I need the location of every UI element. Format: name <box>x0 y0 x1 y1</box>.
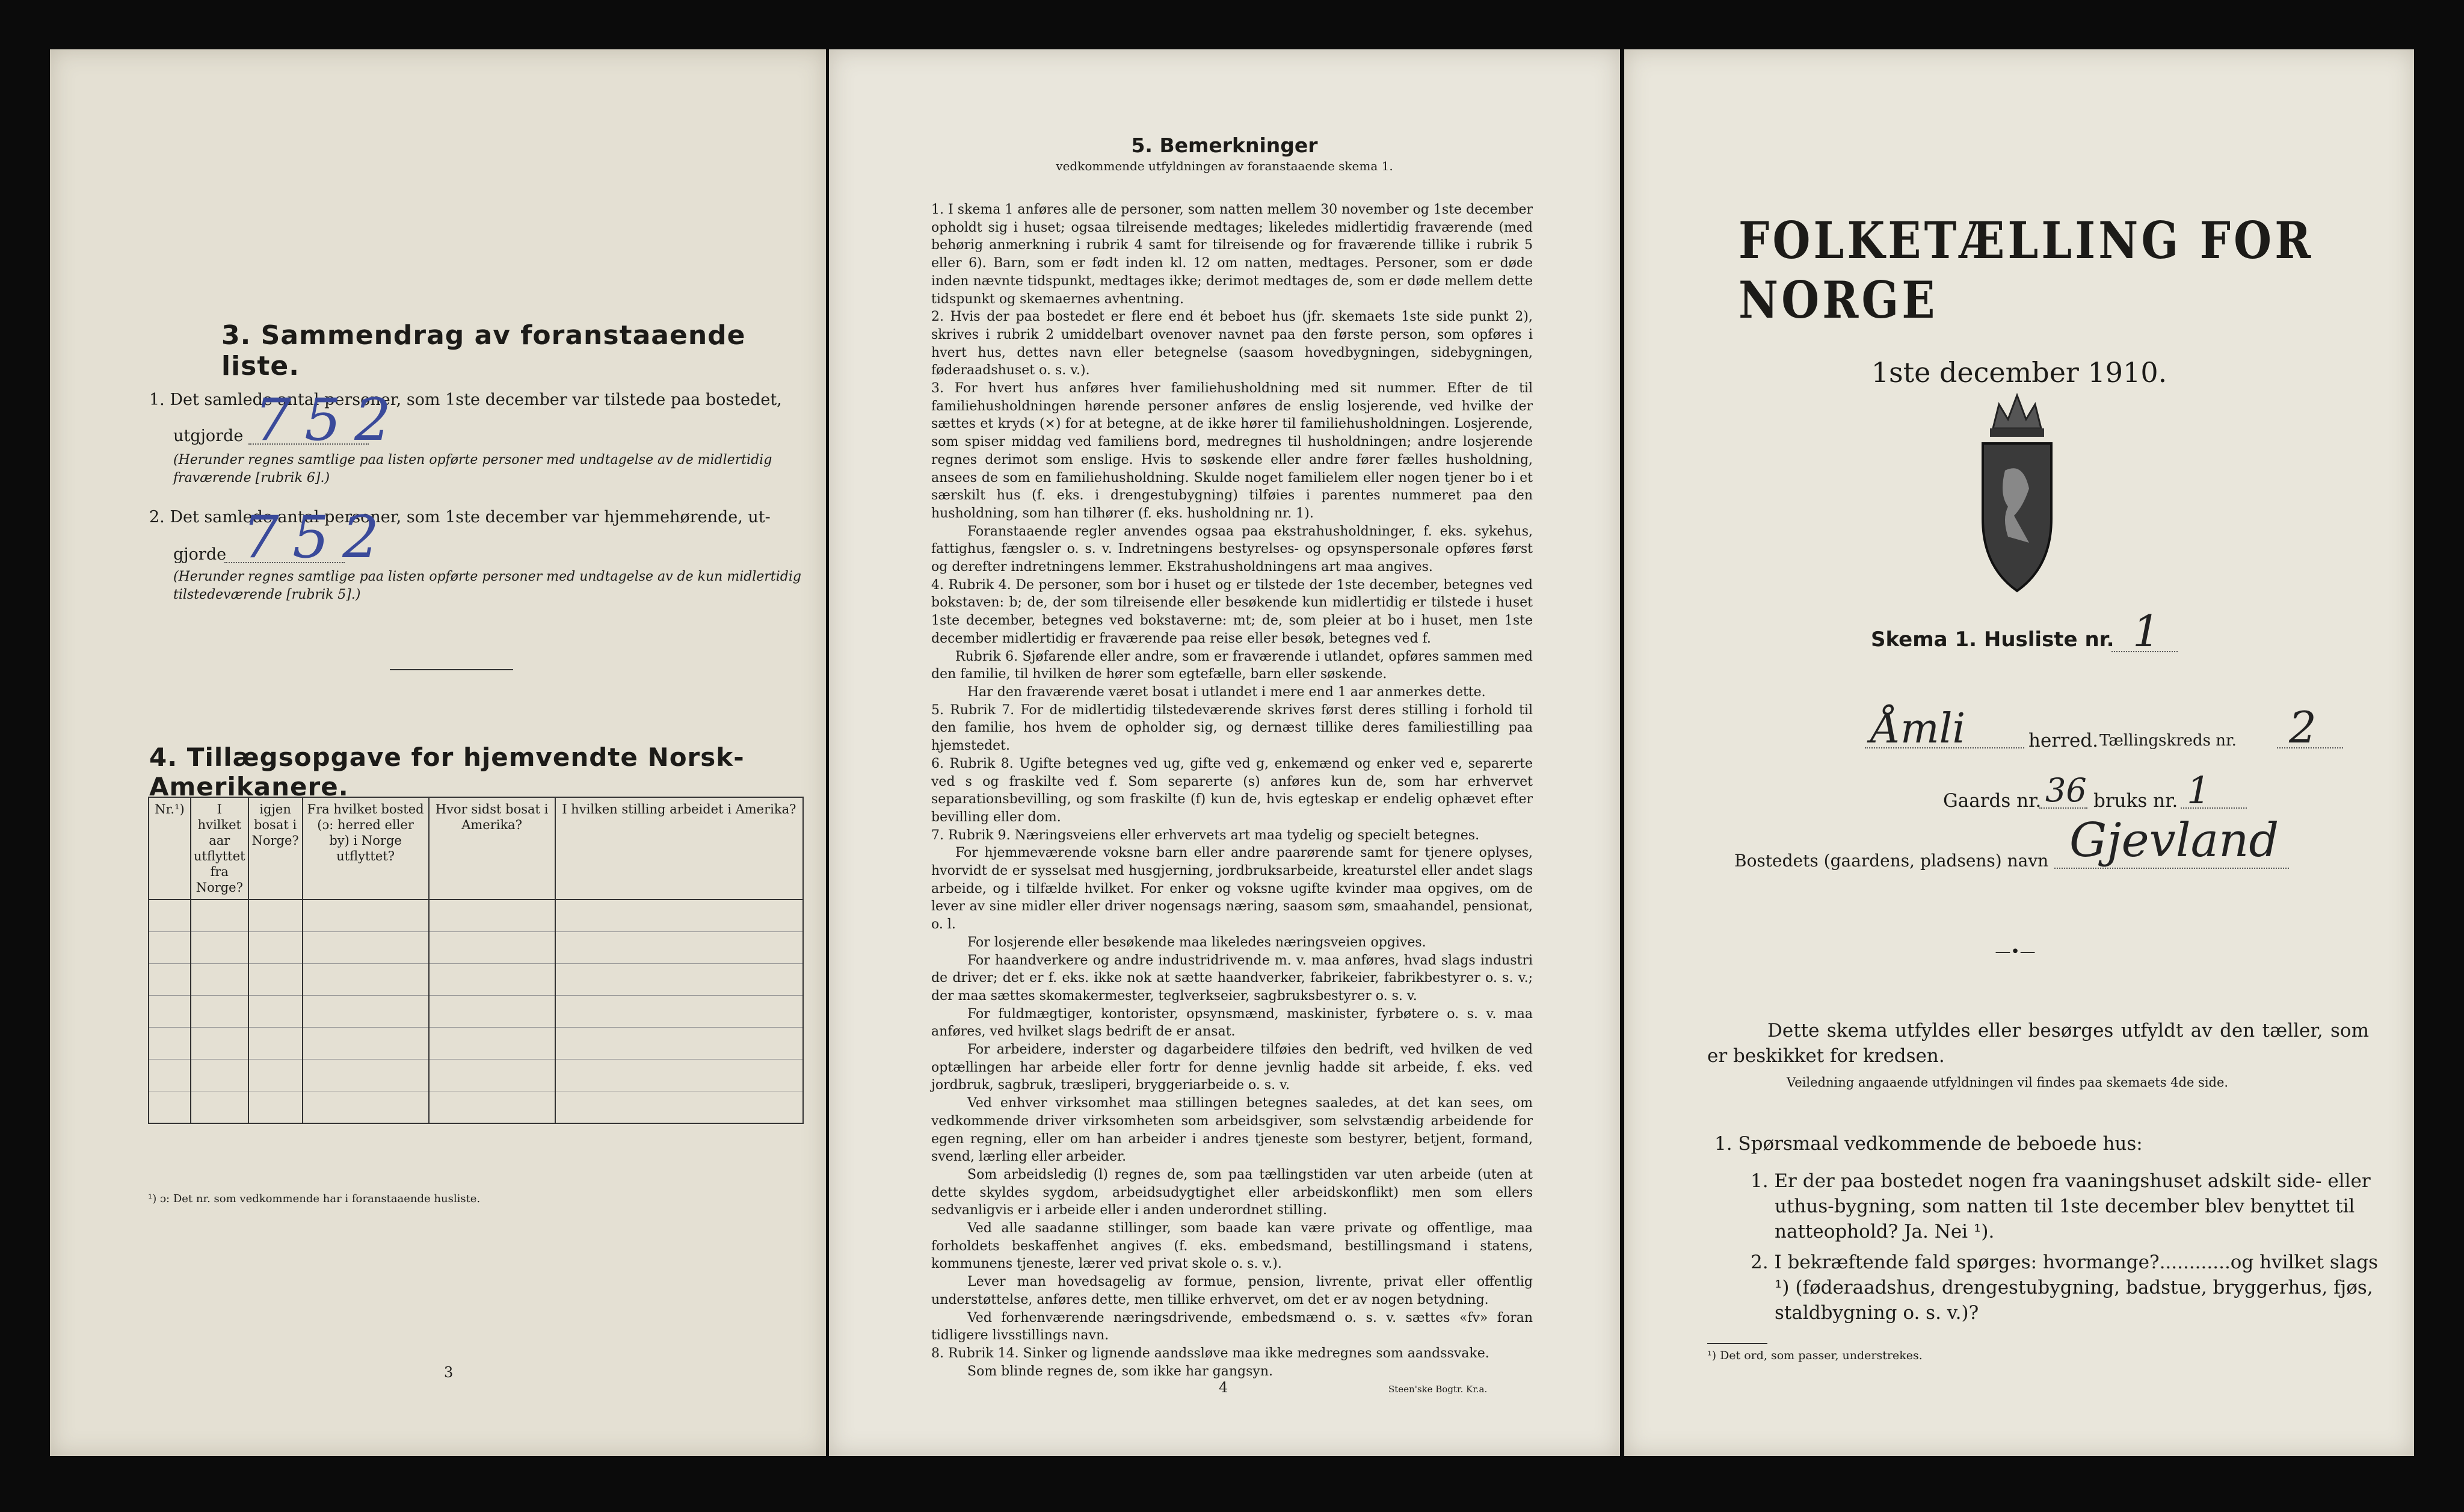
kreds-label: Tællingskreds nr. <box>2099 732 2237 750</box>
remark-paragraph: Ved forhenværende næringsdrivende, embedsmænd o. s. v. sættes «fv» foran tidligere livsstillings navn. <box>931 1310 1533 1344</box>
kreds-value: 2 <box>2289 702 2317 753</box>
remark-paragraph: For hjemmeværende voksne barn eller andre paarørende samt for tjenere oplyses, hvorvidt de er sysselsat med husgjerning, jordbruksarbeide, kreaturstel eller andet slags arbeide, og i tilfælde hvilket. For enker og voksne ugifte kvinder maa opgives, om de lever av sine midler eller driver nogensags næring, saasom søm, smaahandel, pensionat, o. l. <box>931 845 1533 933</box>
divider <box>390 669 513 670</box>
item1-text: 1. Det samlede antal personer, som 1ste december var tilstede paa bostedet, <box>149 390 782 409</box>
remark-paragraph: 2. Hvis der paa bostedet er flere end ét beboet hus (jfr. skemaets 1ste side punkt 2), skrives i rubrik 2 umiddelbart ovenover navnet paa den første person, som opføres i hvert hus, dettes navn eller betegnelse (saasom hovedbygningen, sidebygningen, føderaadshuset o. s. v.). <box>931 309 1533 378</box>
question-1: 1. Er der paa bostedet nogen fra vaaningshuset adskilt side- eller uthus-bygning, som natten til 1ste december blev benyttet til natteophold? Ja. Nei ¹). <box>1751 1170 2371 1242</box>
remarks-body <box>931 201 1533 1380</box>
section3-heading: 3. Sammendrag av foranstaaende liste. <box>221 320 746 381</box>
bruks-label: bruks nr. <box>2093 790 2178 812</box>
gaards-label: Gaards nr. <box>1943 790 2042 812</box>
bosted-label: Bostedets (gaardens, pladsens) navn <box>1734 851 2049 871</box>
remark-paragraph: 5. Rubrik 7. For de midlertidig tilstedeværende skrives først deres stilling i forhold til den familie, hos hvem de opholder sig, og dernæst tillike deres familiestilling paa hjemstedet. <box>931 702 1533 754</box>
bosted-value: Gjevland <box>2069 813 2279 868</box>
remark-paragraph: 1. I skema 1 anføres alle de personer, som natten mellem 30 november og 1ste december opholdt sig i huset; ogsaa tilreisende medtages; likeledes midlertidig fraværende (med behørig anmerkning i rubrik 4 samt for tilreisende og for fraværende tillike i rubrik 5 eller 6). Barn, som er født inden kl. 12 om natten, medtages. Personer, som er døde inden nævnte tidspunkt, medtages ikke; derimot medtages de, som er døde mellem dette tidspunkt og skemaernes avhentning. <box>931 202 1533 307</box>
remark-paragraph: Som blinde regnes de, som ikke har gangsyn. <box>967 1363 1273 1379</box>
questions-heading: 1. Spørsmaal vedkommende de beboede hus: <box>1714 1133 2143 1155</box>
husliste-value: 1 <box>2133 606 2160 656</box>
table-row <box>149 932 803 964</box>
guidance-text: Veiledning angaaende utfyldningen vil findes paa skemaets 4de side. <box>1787 1075 2229 1090</box>
page-number: 4 <box>1219 1379 1228 1396</box>
table-row <box>149 1028 803 1060</box>
page-4 <box>829 49 1620 1456</box>
page-3 <box>50 49 826 1456</box>
item1-handwritten-value: 752 <box>254 386 405 454</box>
printer-mark: Steen'ske Bogtr. Kr.a. <box>1388 1384 1488 1395</box>
remark-paragraph: For losjerende eller besøkende maa likeledes næringsveien opgives. <box>967 934 1426 950</box>
remark-paragraph: 4. Rubrik 4. De personer, som bor i huset og er tilstede der 1ste december, betegnes ved bokstaven: b; de, der som tilreisende eller besøkende kun midlertidig er tilstede i huset 1ste december, betegnes ved bokstaverne: mt; de, som pleier at bo i huset, men 1ste december midlertidig er fraværende paa reise eller besøk, betegnes ved f. <box>931 577 1533 646</box>
question-2: 2. I bekræftende fald spørges: hvormange?............og hvilket slags ¹) (føderaadshus, drengestubygning, badstue, bryggerhus, fjøs, staldbygning o. s. v.)? <box>1751 1251 2378 1324</box>
coat-of-arms-icon <box>1972 386 2062 603</box>
footnote-rule <box>1707 1343 1767 1344</box>
table-row <box>149 1091 803 1124</box>
item2-note: (Herunder regnes samtlige paa listen opførte personer med undtagelse av de kun midlertidig tilstedeværende [rubrik 5].) <box>173 569 801 602</box>
remark-paragraph: Foranstaaende regler anvendes ogsaa paa ekstrahusholdninger, f. eks. sykehus, fattighus, fængsler o. s. v. Indretningens bestyrelses- og opsynspersonale opføres først og derefter indretningens lemmer. Ekstrahusholdningens art maa angives. <box>931 523 1533 575</box>
table-footnote: ¹) ɔ: Det nr. som vedkommende har i foranstaaende husliste. <box>148 1193 481 1205</box>
ornament-divider: —•— <box>1995 943 2036 961</box>
form-date: 1ste december 1910. <box>1871 356 2167 389</box>
bruks-value: 1 <box>2187 768 2211 812</box>
gaards-value: 36 <box>2045 771 2087 809</box>
item2-text: 2. Det samlede antal personer, som 1ste december var hjemmehørende, ut- <box>149 508 771 526</box>
remark-paragraph: For haandverkere og andre industridrivende m. v. maa anføres, hvad slags industri de driver; det er f. eks. ikke nok at sætte haandverker, fabrikeier, fabrikbestyrer o. s. v.; der maa sættes skomakermester, teglverkseier, sagbruksbestyrer o. s. v. <box>931 952 1533 1004</box>
form-title: FOLKETÆLLING FOR NORGE <box>1739 211 2314 330</box>
item2-handwritten-value: 752 <box>242 504 393 571</box>
remark-paragraph: Rubrik 6. Sjøfarende eller andre, som er fraværende i utlandet, opføres sammen med den familie, til hvilken de hører som egtefælle, barn eller søskende. <box>931 649 1533 682</box>
th-bosat: igjen bosat i Norge? <box>248 797 303 899</box>
th-nr: Nr.¹) <box>149 797 191 899</box>
remark-paragraph: Lever man hovedsagelig av formue, pension, livrente, privat eller offentlig understøttelse, anføres dette, men tillike erhvervet, om det er av nogen betydning. <box>931 1274 1533 1307</box>
page-number: 3 <box>444 1364 454 1381</box>
remark-paragraph: 7. Rubrik 9. Næringsveiens eller erhvervets art maa tydelig og specielt betegnes. <box>931 827 1480 843</box>
item1-note: (Herunder regnes samtlige paa listen opførte personer med undtagelse av de midlertidig fraværende [rubrik 6].) <box>173 452 772 486</box>
th-amerika-bosat: Hvor sidst bosat i Amerika? <box>429 797 555 899</box>
remark-paragraph: For arbeidere, inderster og dagarbeidere tilføies den bedrift, ved hvilken de ved optællingen har arbeide eller fortr for denne jevnlig hadde sit arbeide, f. eks. ved jordbruk, sagbruk, træsliperi, bryggeriarbeide o. s. v. <box>931 1042 1533 1093</box>
remarks-subheading: vedkommende utfyldningen av foranstaaende skema 1. <box>1056 159 1393 173</box>
remark-paragraph: For fuldmægtiger, kontorister, opsynsmænd, maskinister, fyrbøtere o. s. v. maa anføres, ved hvilket slags bedrift de er ansat. <box>931 1006 1533 1040</box>
page-1 <box>1624 49 2414 1456</box>
intro-text: Dette skema utfyldes eller besørges utfyldt av den tæller, som er beskikket for kredsen. <box>1707 1020 2369 1067</box>
herred-value: Åmli <box>1871 705 1966 753</box>
remark-paragraph: Ved enhver virksomhet maa stillingen betegnes saaledes, at det kan sees, om vedkommende driver virksomheten som arbeidsgiver, som selvstændig arbeidende for egen regning, eller om han arbeider i andres tjeneste som bestyrer, betjent, formand, svend, lærling eller arbeider. <box>931 1096 1533 1165</box>
remark-paragraph: 6. Rubrik 8. Ugifte betegnes ved ug, gifte ved g, enkemænd og enker ved e, separerte ved s og fraskilte ved f. Som separerte (s) anføres kun de, som har erhvervet separationsbevilling, og som fraskilte (f) kun de, hvis egteskap er endelig ophævet efter bevilling eller dom. <box>931 756 1533 825</box>
footnote: ¹) Det ord, som passer, understrekes. <box>1707 1349 1923 1362</box>
remark-paragraph: Ved alle saadanne stillinger, som baade kan være private og offentlige, maa forholdets beskaffenhet angives (f. eks. embedsmand, bestillingsmand i statens, kommunens tjeneste, lærer ved privat skole o. s. v.). <box>931 1221 1533 1272</box>
norsk-amerikanere-table <box>148 797 804 1124</box>
remarks-heading: 5. Bemerkninger <box>1131 134 1318 157</box>
remark-paragraph: Har den fraværende været bosat i utlandet i mere end 1 aar anmerkes dette. <box>967 684 1486 700</box>
herred-label: herred. <box>2028 730 2098 751</box>
table-row <box>149 1060 803 1091</box>
remark-paragraph: 3. For hvert hus anføres hver familiehusholdning med sit nummer. Efter de til familiehusholdningen hørende personer anføres de enslig losjerende, ved hvilke der sættes et kryds (×) for at betegne, at de ikke hører til familiehusholdningen. Losjerende, som spiser middag ved familiens bord, medregnes til husholdningen; andre losjerende regnes derimot som enslige. Hvis to søskende eller andre fører fælles husholdning, ansees de som en familiehusholdning. Skulde noget familielem eller nogen tjener bo i et særskilt hus (f. eks. i drengestubygning) tilføies i parentes nummeret paa den husholdning, som han tilhører (f. eks. husholdning nr. 1). <box>931 381 1533 521</box>
item1-prefix: utgjorde <box>173 427 244 445</box>
skema-label: Skema 1. Husliste nr. <box>1871 628 2114 652</box>
table-row <box>149 996 803 1028</box>
table-row <box>149 964 803 996</box>
item2-prefix: gjorde <box>173 545 227 564</box>
bosted-line <box>2054 868 2289 869</box>
remark-paragraph: Som arbeidsledig (l) regnes de, som paa tællingstiden var uten arbeide (uten at dette skyldes sygdom, arbeidsudygtighet eller arbeidskonflikt) men som ellers sedvanligvis er i arbeide eller i anden underordnet stilling. <box>931 1167 1533 1218</box>
remark-paragraph: 8. Rubrik 14. Sinker og lignende aandssløve maa ikke medregnes som aandssvake. <box>931 1346 1489 1361</box>
th-fra-bosted: Fra hvilket bosted (ɔ: herred eller by) i Norge utflyttet? <box>303 797 429 899</box>
section4-heading: 4. Tillægsopgave for hjemvendte Norsk-Amerikanere. <box>149 742 745 801</box>
th-stilling: I hvilken stilling arbeidet i Amerika? <box>555 797 803 899</box>
th-utflyttet: I hvilket aar utflyttet fra Norge? <box>191 797 248 899</box>
table-row <box>149 899 803 932</box>
